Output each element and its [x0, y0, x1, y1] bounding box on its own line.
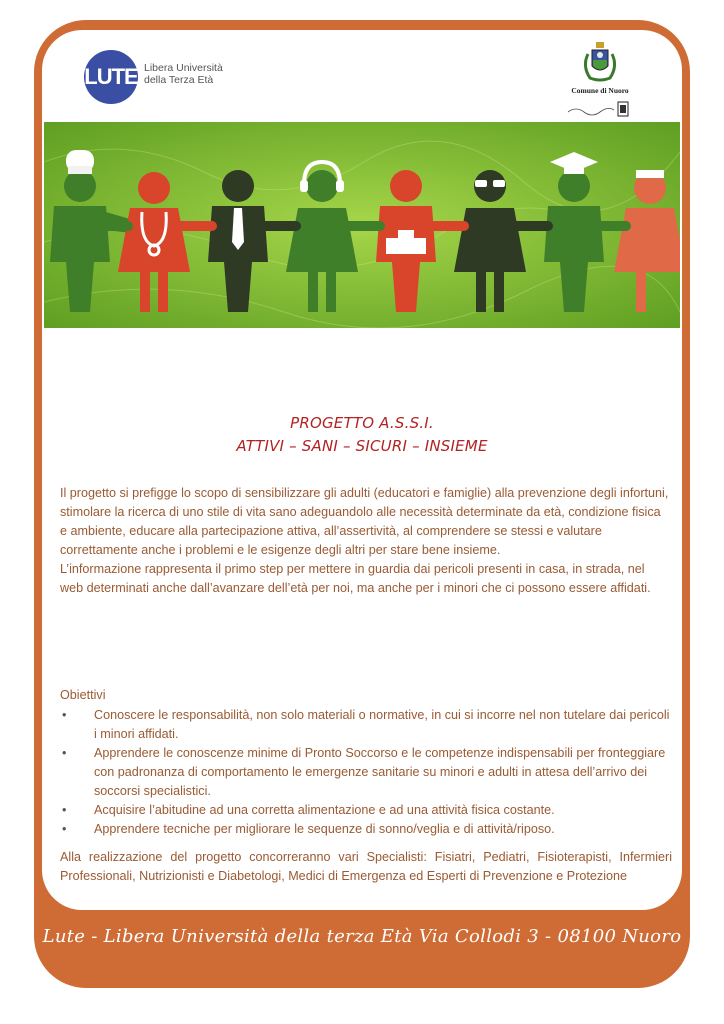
list-item: • Apprendere le conoscenze minime di Pronto Soccorso e le competenze indispensabili per fronteggiare con padronanza di comportamento le emergenze sanitarie su minori e adulti in attesa dell’arrivo dei soccorsi specialistici.	[60, 744, 670, 801]
intro-paragraph-2: L’informazione rappresenta il primo step per mettere in guardia dai pericoli presenti in casa, in strada, nel web determinati anche dall’avanzare dell’età per noi, ma anche per i minori che ci possono essere affidati.	[60, 562, 651, 595]
list-item: • Conoscere le responsabilità, non solo materiali o normative, in cui si incorre nel non tutelare dai pericoli i minori affidati.	[60, 706, 670, 744]
footer-address: Lute - Libera Università della terza Età Via Collodi 3 - 08100 Nuoro	[42, 926, 682, 947]
banner-image	[44, 122, 680, 328]
lute-logo-icon	[84, 50, 138, 104]
lute-logo-line2: della Terza Età	[144, 74, 214, 86]
signature-seal-icon	[566, 100, 630, 120]
list-item: • Acquisire l’abitudine ad una corretta alimentazione e ad una attività fisica costante.	[60, 801, 670, 820]
objectives-heading: Obiettivi	[60, 688, 106, 702]
objectives-list	[60, 706, 670, 839]
project-title: PROGETTO A.S.S.I.	[290, 414, 434, 432]
project-subtitle: ATTIVI – SANI – SICURI – INSIEME	[236, 437, 488, 455]
lute-logo-line1: Libera Università	[144, 62, 223, 74]
intro-paragraph-1: Il progetto si prefigge lo scopo di sensibilizzare gli adulti (educatori e famiglie) alla prevenzione degli infortuni, stimolare la ricerca di uno stile di vita sano adeguandolo alle necessità determinate da età, condizione fisica e ambiente, educare alla partecipazione attiva, all’assertività, al comprendere se stessi e valutare correttamente anche i problemi e le esigenze degli altri per stare bene insieme.	[60, 486, 669, 557]
comune-crest-icon	[578, 40, 622, 84]
list-item: • Apprendere tecniche per migliorare le sequenze di sonno/veglia e di attività/riposo.	[60, 820, 670, 839]
intro-text	[60, 484, 670, 598]
lute-logo-text	[144, 62, 223, 86]
closing-paragraph: Alla realizzazione del progetto concorreranno vari Specialisti: Fisiatri, Pediatri, Fisioterapisti, Infermieri Professionali, Nutrizionisti e Diabetologi, Medici di Emergenza ed Esperti di Prevenzione e Protezione	[60, 850, 672, 883]
comune-name: Comune di Nuoro	[571, 86, 629, 95]
lute-logo-abbr: LUTE	[84, 64, 138, 89]
